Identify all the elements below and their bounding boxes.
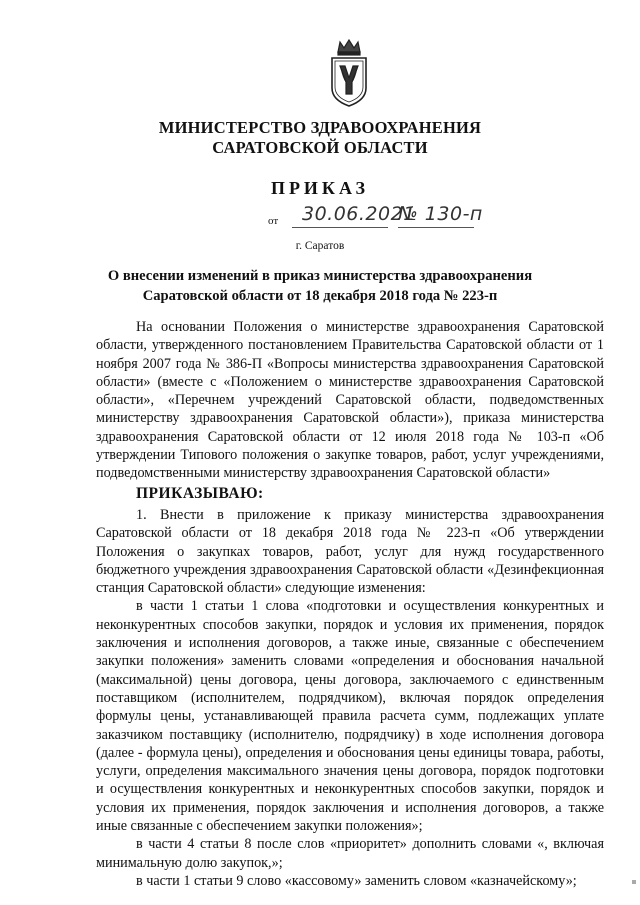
saratov-coat-of-arms-icon — [326, 38, 372, 108]
changes-block — [96, 506, 604, 890]
subject-line2: Саратовской области от 18 декабря 2018 года № 223-п — [142, 288, 498, 304]
city: г. Саратов — [295, 240, 345, 252]
handwritten-date: 30.06.2021 — [302, 203, 416, 225]
order-subject — [0, 266, 640, 306]
scan-speck — [632, 880, 636, 884]
basis-paragraph: На основании Положения о министерстве здравоохранения Саратовской области, утвержденного постановлением Правительства Саратовской области от 1 ноября 2007 года № 386-П «Вопросы министерства здравоохранения Саратовской области» (вместе с «Положением о министерстве здравоохранения Саратовской области», «Перечнем учреждений Саратовской области, подведомственных министерству здравоохранения Саратовской области»), приказа министерства здравоохранения Саратовской области от 12 июля 2018 года № 103-п «Об утверждении Типового положения о закупке товаров, работ, услуг учреждениями, подведомственными министерству здравоохранения Саратовской области» — [96, 319, 604, 482]
change-3-paragraph: в части 1 статьи 9 слово «кассовому» заменить словом «казначейскому»; — [136, 872, 577, 889]
item-1-paragraph: 1. Внести в приложение к приказу министерства здравоохранения Саратовской области от 18 декабря 2018 года № 223-п «Об утверждении Положения о закупках товаров, работ, услуг для нужд государственного бюджетного учреждения здравоохранения Саратовской области «Дезинфекционная станция Саратовской области» следующие изменения: — [96, 507, 604, 597]
number-underline — [398, 227, 474, 228]
date-underline — [292, 227, 388, 228]
basis-paragraph-block — [96, 318, 604, 483]
order-from-label: от — [268, 215, 279, 227]
change-2-paragraph: в части 4 статьи 8 после слов «приоритет» дополнить словами «, включая минимальную долю закупок,»; — [96, 836, 604, 871]
decree-heading: ПРИКАЗЫВАЮ: — [136, 485, 264, 502]
ministry-name-line1: МИНИСТЕРСТВО ЗДРАВООХРАНЕНИЯ — [158, 118, 482, 137]
change-1-paragraph: в части 1 статьи 1 слова «подготовки и осуществления конкурентных и неконкурентных способов закупки, порядок и условия их применения, порядок заключения и исполнения договоров, а также иные, связанные с обеспечением закупки положения» заменить словами «определения и обоснования начальной (максимальной) цены договора, цены договора, заключаемого с единственным поставщиком (исполнителем, подрядчиком), включая порядок определения формулы цены, устанавливающей правила расчета сумм, подлежащих уплате заказчиком поставщику (исполнителю, подрядчику) в ходе исполнения договора (далее - формула цены), определения и обоснования цены единицы товара, работы, услуги, определения максимального значения цены договора, порядок подготовки и осуществления конкурентных и неконкурентных способов закупки, порядок и условия их применения, порядок заключения и исполнения договоров, а также иные связанные с обеспечением закупки положения»; — [96, 598, 604, 835]
ministry-name-line2: САРАТОВСКОЙ ОБЛАСТИ — [212, 138, 428, 157]
order-title: ПРИКАЗ — [270, 178, 370, 198]
handwritten-order-number: № 130-п — [398, 203, 483, 225]
subject-line1: О внесении изменений в приказ министерства здравоохранения — [107, 268, 533, 284]
